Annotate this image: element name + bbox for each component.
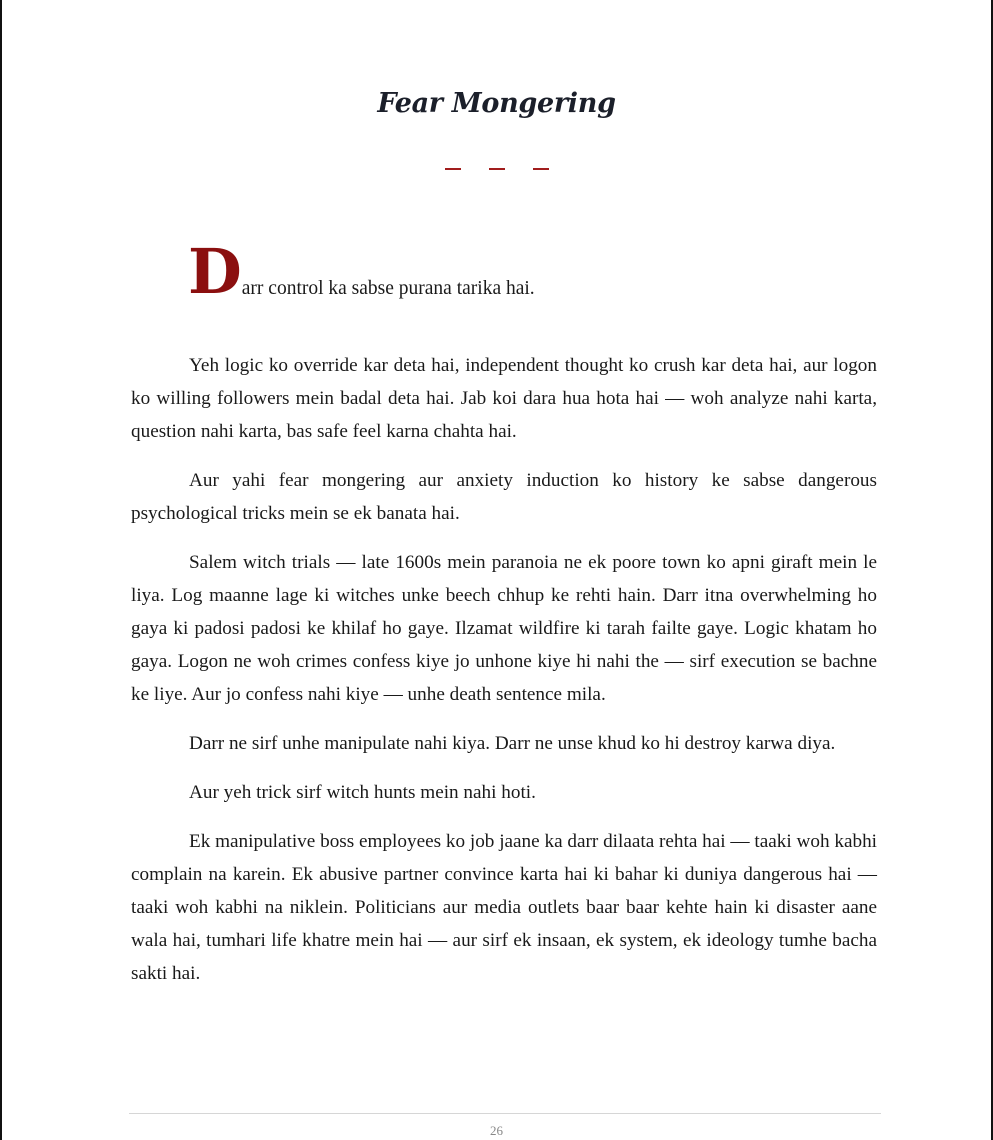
paragraph: Aur yeh trick sirf witch hunts mein nahi hoti.: [189, 782, 536, 803]
paragraph: Ek manipulative boss employees ko job jaane ka darr dilaata rehta hai — taaki woh kabhi complain na karein. Ek abusive partner convince karta hai ki bahar ki duniya dangerous hai — taaki woh kabhi na niklein. Politicians aur media outlets baar baar kehte hain ki disaster aane wala hai, tumhari life khatre mein hai — aur sirf ek insaan, ek system, ek ideology tumhe bacha sakti hai.: [131, 831, 877, 984]
ornament-dash: [489, 168, 505, 170]
opening-text: arr control ka sabse purana tarika hai.: [241, 278, 535, 299]
chapter-body: [131, 349, 877, 1006]
ornament-dash: [445, 168, 461, 170]
chapter-title: Fear Mongering: [377, 88, 616, 119]
drop-cap: D: [188, 246, 240, 298]
paragraph: Aur yahi fear mongering aur anxiety induction ko history ke sabse dangerous psychological tricks mein se ek banata hai.: [131, 470, 877, 524]
paragraph: Salem witch trials — late 1600s mein paranoia ne ek poore town ko apni giraft mein le liya. Log maanne lage ki witches unke beech chhup ke rehti hain. Darr itna overwhelming ho gaya ki padosi padosi ke khilaf ho gaye. Ilzamat wildfire ki tarah failte gaye. Logic khatam ho gaya. Logon ne woh crimes confess kiye jo unhone kiye hi nahi the — sirf execution se bachne ke liye. Aur jo confess nahi kiye — unhe death sentence mila.: [131, 552, 877, 705]
page-number: 26: [490, 1123, 503, 1138]
ornament-dash: [533, 168, 549, 170]
paragraph: Darr ne sirf unhe manipulate nahi kiya. Darr ne unse khud ko hi destroy karwa diya.: [189, 733, 836, 754]
title-ornament: [2, 168, 991, 170]
opening-line: [188, 246, 535, 298]
footer-divider: [129, 1113, 881, 1114]
paragraph: Yeh logic ko override kar deta hai, independent thought ko crush kar deta hai, aur logon ko willing followers mein badal deta hai. Jab koi dara hua hota hai — woh analyze nahi karta, question nahi karta, bas safe feel karna chahta hai.: [131, 355, 877, 442]
